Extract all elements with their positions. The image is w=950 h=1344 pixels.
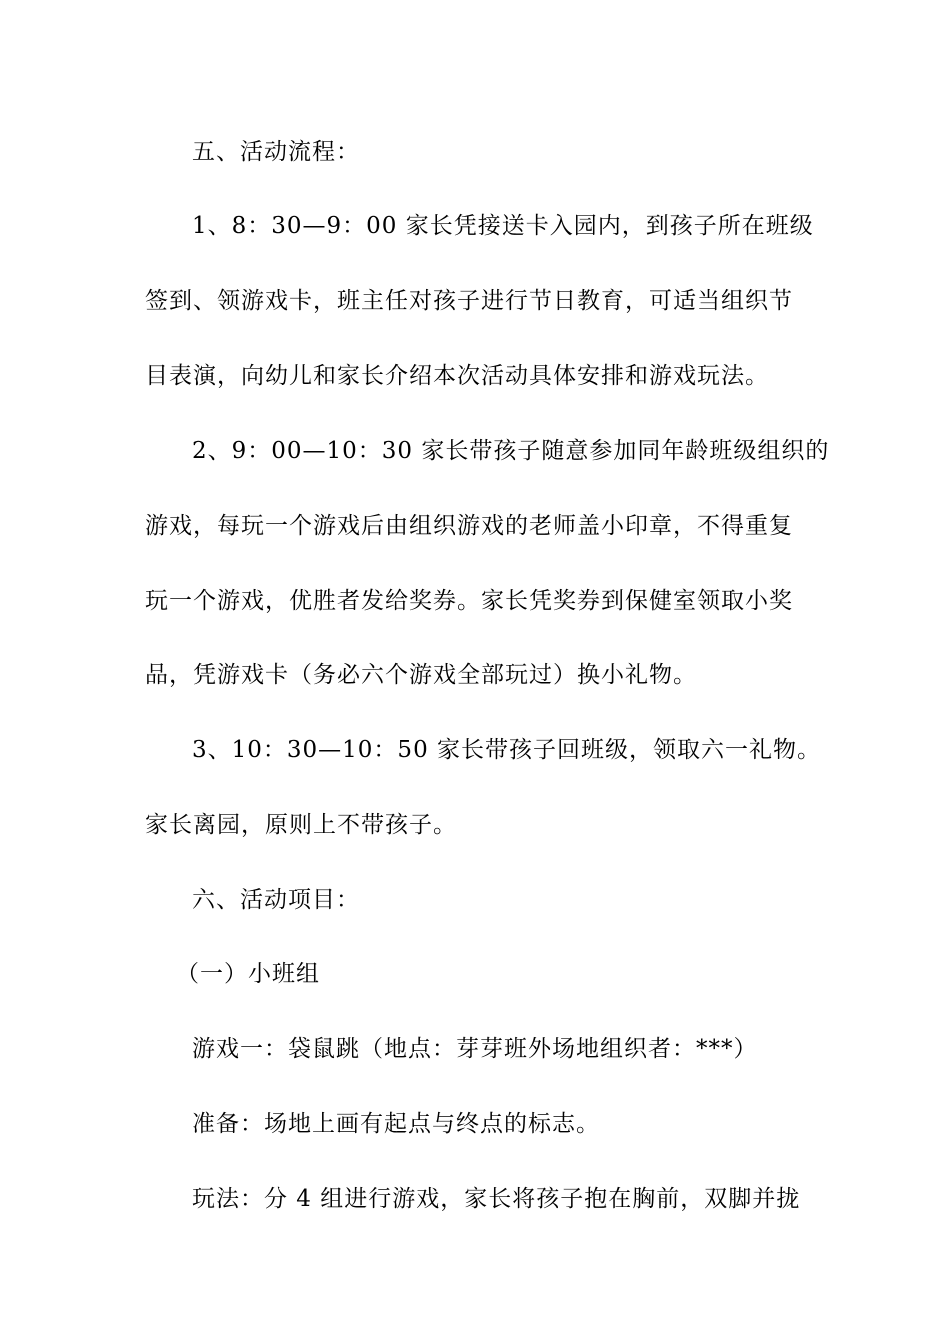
section-heading-activity-items: 六、活动项目： [192,887,360,913]
preparation-line: 准备：场地上画有起点与终点的标志。 [192,1111,600,1137]
paragraph-line: 1、8：30—9：00 家长凭接送卡入园内，到孩子所在班级 [192,213,814,239]
paragraph-line: 3、10：30—10：50 家长带孩子回班级，领取六一礼物。 [192,737,822,763]
game-title-line: 游戏一：袋鼠跳（地点：芽芽班外场地组织者：***） [192,1036,758,1062]
paragraph-line: 玩一个游戏，优胜者发给奖券。家长凭奖券到保健室领取小奖 [145,588,793,614]
paragraph-line: 签到、领游戏卡，班主任对孩子进行节日教育，可适当组织节 [145,288,793,314]
paragraph-line: 家长离园，原则上不带孩子。 [145,812,457,838]
section-heading-activity-process: 五、活动流程： [192,139,360,165]
paragraph-line: 游戏，每玩一个游戏后由组织游戏的老师盖小印章，不得重复 [145,513,793,539]
paragraph-line: 品，凭游戏卡（务必六个游戏全部玩过）换小礼物。 [145,662,697,688]
subsection-heading-small-class: （一）小班组 [176,961,320,987]
paragraph-line: 目表演，向幼儿和家长介绍本次活动具体安排和游戏玩法。 [145,363,769,389]
rules-line: 玩法：分 4 组进行游戏，家长将孩子抱在胸前，双脚并拢 [192,1186,801,1212]
paragraph-line: 2、9：00—10：30 家长带孩子随意参加同年龄班级组织的 [192,438,830,464]
